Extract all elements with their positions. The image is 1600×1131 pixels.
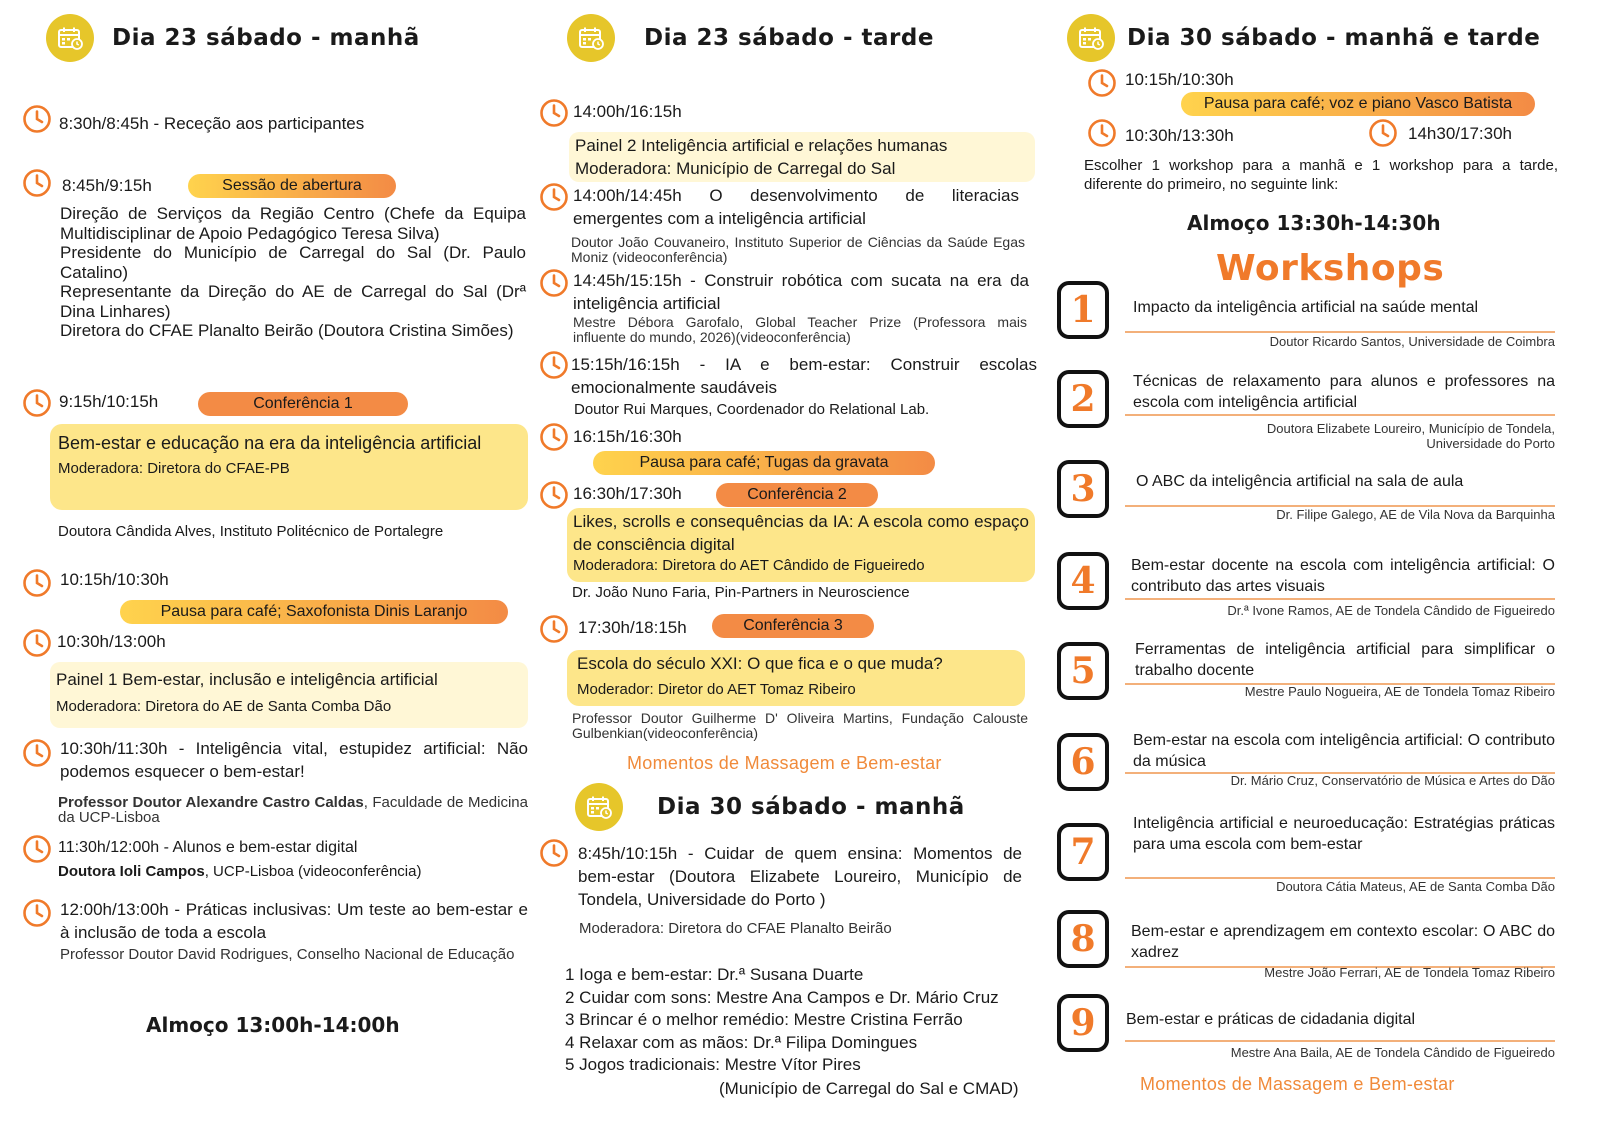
conference3-speaker: Professor Doutor Guilherme D' Oliveira Martins, Fundação Calouste Gulbenkian(videoconferência)	[572, 710, 1028, 741]
conference2-moderator: Moderadora: Diretora do AET Cândido de Figueiredo	[573, 557, 925, 574]
talk2-speaker: Mestre Débora Garofalo, Global Teacher Prize (Professora mais influente do mundo, 2026)(videoconferência)	[573, 314, 1027, 345]
clock-icon	[22, 898, 52, 928]
workshop-number: 7	[1057, 823, 1109, 881]
talk2-speaker	[58, 860, 421, 883]
column-day23-afternoon	[545, 0, 1065, 1131]
clock-icon	[1087, 68, 1117, 98]
conference2-title: Likes, scrolls e consequências da IA: A escola como espaço de consciência digital	[573, 512, 1029, 554]
workshop-author: Doutora Cátia Mateus, AE de Santa Comba Dão	[1276, 879, 1555, 894]
opening-badge: Sessão de abertura	[188, 174, 396, 198]
workshop-title: Bem-estar docente na escola com inteligência artificial: O contributo das artes visuais	[1131, 557, 1555, 595]
conference1-time: 9:15h/10:15h	[59, 392, 159, 411]
workshop-number: 3	[1057, 460, 1109, 518]
activity-item: 2 Cuidar com sons: Mestre Ana Campos e Dr. Mário Cruz	[565, 987, 999, 1007]
clock-icon	[539, 422, 569, 452]
conference1-speaker: Doutora Cândida Alves, Instituto Politécnico de Portalegre	[58, 523, 444, 540]
clock-icon	[22, 388, 52, 418]
workshop-title: O ABC da inteligência artificial na sala de aula	[1136, 473, 1464, 490]
talk3: 12:00h/13:00h - Práticas inclusivas: Um teste ao bem-estar e à inclusão de toda a escola	[60, 900, 528, 942]
activity-item: 4 Relaxar com as mãos: Dr.ª Filipa Domingues	[565, 1032, 918, 1052]
talk1: 10:30h/11:30h - Inteligência vital, estupidez artificial: Não podemos esquecer o bem-estar!	[60, 739, 528, 781]
day-header	[1067, 14, 1540, 62]
column-day23-morning	[18, 0, 543, 1131]
clock-icon	[22, 628, 52, 658]
workshop-divider	[1125, 598, 1555, 600]
workshop-title: Impacto da inteligência artificial na saúde mental	[1133, 299, 1479, 316]
conference2-badge: Conferência 2	[716, 483, 878, 507]
talk3-speaker: Doutor Rui Marques, Coordenador do Relational Lab.	[574, 401, 930, 418]
panel2-title: Painel 2 Inteligência artificial e relações humanas	[575, 136, 948, 155]
conference3-box	[567, 650, 1025, 706]
speaker-line: Diretora do CFAE Planalto Beirão (Doutora Cristina Simões)	[60, 321, 514, 340]
activity-item: 5 Jogos tradicionais: Mestre Vítor Pires	[565, 1055, 861, 1074]
day-header	[575, 783, 965, 831]
workshop-divider	[1125, 331, 1555, 333]
clock-icon	[539, 614, 569, 644]
day-title: Dia 23 sábado - manhã	[112, 25, 420, 51]
day-header	[567, 14, 934, 62]
panel1-moderator: Moderadora: Diretora do AE de Santa Comba Dão	[56, 698, 392, 715]
talk2: 11:30h/12:00h - Alunos e bem-estar digital	[58, 839, 358, 856]
conference3-title: Escola do século XXI: O que fica e o que muda?	[577, 654, 943, 673]
workshop-author: Doutora Elizabete Loureiro, Município de Tondela, Universidade do Porto	[1266, 421, 1555, 451]
speaker-line: Presidente do Município de Carregal do Sal (Dr. Paulo Catalino)	[60, 243, 526, 282]
day-title: Dia 23 sábado - tarde	[644, 25, 934, 51]
workshop-title: Técnicas de relaxamento para alunos e professores na escola com inteligência artificial	[1133, 373, 1555, 411]
speaker-line: Representante da Direção do AE de Carregal do Sal (Drª Dina Linhares)	[60, 282, 526, 321]
workshop-number: 2	[1057, 370, 1109, 428]
calendar-icon	[46, 14, 94, 62]
panel2-moderator: Moderadora: Município de Carregal do Sal	[575, 159, 896, 178]
workshop-title: Bem-estar e práticas de cidadania digital	[1126, 1011, 1416, 1028]
speaker-name: Professor Doutor Alexandre Castro Caldas	[58, 794, 364, 811]
massage-label: Momentos de Massagem e Bem-estar	[627, 753, 942, 773]
conference1-box	[50, 424, 528, 510]
workshop-author: Mestre Paulo Nogueira, AE de Tondela Tomaz Ribeiro	[1244, 684, 1555, 699]
afternoon-time: 14h30/17:30h	[1408, 124, 1512, 143]
workshop-number: 1	[1057, 281, 1109, 339]
choose-instructions: Escolher 1 workshop para a manhã e 1 workshop para a tarde, diferente do primeiro, no seguinte link:	[1084, 157, 1558, 193]
column-day30	[1070, 0, 1595, 1131]
clock-icon	[539, 268, 569, 298]
talk3-speaker: Professor Doutor David Rodrigues, Conselho Nacional de Educação	[60, 946, 515, 963]
workshop-author: Dr. Filipe Galego, AE de Vila Nova da Barquinha	[1276, 507, 1555, 522]
talk2: 14:45h/15:15h - Construir robótica com sucata na era da inteligência artificial	[573, 271, 1029, 313]
talk1: 14:00h/14:45h O desenvolvimento de literacias emergentes com a inteligência artificial	[573, 186, 1019, 228]
day2-moderator: Moderadora: Diretora do CFAE Planalto Beirão	[579, 920, 892, 937]
panel2-box	[569, 132, 1035, 182]
workshop-title: Bem-estar na escola com inteligência artificial: O contributo da música	[1133, 732, 1555, 770]
break-badge: Pausa para café; voz e piano Vasco Batista	[1181, 92, 1535, 116]
lunch-label: Almoço 13:00h-14:00h	[146, 1013, 400, 1037]
day2-talk: 8:45h/10:15h - Cuidar de quem ensina: Momentos de bem-estar (Doutora Elizabete Loureiro, Município de Tondela, Universidade do Porto )	[578, 844, 1022, 909]
panel1-title: Painel 1 Bem-estar, inclusão e inteligência artificial	[56, 670, 438, 689]
workshop-title: Bem-estar e aprendizagem em contexto escolar: O ABC do xadrez	[1131, 923, 1555, 961]
conference2-box	[567, 508, 1035, 582]
workshop-title: Ferramentas de inteligência artificial para simplificar o trabalho docente	[1135, 641, 1555, 679]
panel2-time: 14:00h/16:15h	[573, 102, 682, 121]
activity-item: 3 Brincar é o melhor remédio: Mestre Cristina Ferrão	[565, 1010, 963, 1029]
talk1-speaker	[58, 795, 528, 825]
workshop-author: Doutor Ricardo Santos, Universidade de Coimbra	[1269, 334, 1555, 349]
clock-icon	[22, 738, 52, 768]
day-header	[46, 14, 420, 62]
activity-item: 1 Ioga e bem-estar: Dr.ª Susana Duarte	[565, 965, 864, 984]
panel1-box	[50, 662, 528, 728]
massage-label: Momentos de Massagem e Bem-estar	[1140, 1074, 1455, 1094]
conference1-moderator: Moderadora: Diretora do CFAE-PB	[58, 460, 290, 477]
day-title: Dia 30 sábado - manhã e tarde	[1127, 25, 1541, 51]
workshop-number: 5	[1057, 642, 1109, 700]
workshop-title: Inteligência artificial e neuroeducação: Estratégias práticas para uma escola com bem-estar	[1133, 815, 1555, 853]
calendar-icon	[1067, 14, 1115, 62]
clock-icon	[22, 834, 52, 864]
morning-time: 10:30h/13:30h	[1125, 126, 1234, 145]
clock-icon	[539, 182, 569, 212]
speaker-affiliation: , Faculdade de Medicina da UCP-Lisboa	[58, 794, 528, 826]
conference2-speaker: Dr. João Nuno Faria, Pin-Partners in Neuroscience	[572, 584, 910, 601]
workshop-number: 6	[1057, 733, 1109, 791]
talk3: 15:15h/16:15h - IA e bem-estar: Construir escolas emocionalmente saudáveis	[571, 355, 1037, 397]
reception-item: 8:30h/8:45h - Receção aos participantes	[59, 114, 365, 133]
speaker-line: Direção de Serviços da Região Centro (Chefe da Equipa Multidisciplinar de Apoio Pedagógico Teresa Silva)	[60, 204, 526, 243]
workshop-author: Dr.ª Ivone Ramos, AE de Tondela Cândido de Figueiredo	[1227, 603, 1555, 618]
workshop-number: 4	[1057, 552, 1109, 610]
conference3-time: 17:30h/18:15h	[578, 618, 687, 637]
workshop-divider	[1125, 414, 1555, 416]
calendar-icon	[575, 783, 623, 831]
conference1-title: Bem-estar e educação na era da inteligência artificial	[58, 433, 482, 453]
break-badge: Pausa para café; Tugas da gravata	[593, 451, 935, 475]
workshop-author: Dr. Mário Cruz, Conservatório de Música e Artes do Dão	[1230, 773, 1555, 788]
clock-icon	[22, 568, 52, 598]
clock-icon	[1368, 118, 1398, 148]
conference1-badge: Conferência 1	[198, 392, 408, 416]
speaker-affiliation: , UCP-Lisboa (videoconferência)	[204, 863, 422, 880]
workshop-divider	[1125, 1040, 1555, 1042]
speaker-name: Doutora Ioli Campos	[58, 863, 205, 880]
opening-speakers	[60, 204, 526, 341]
break-time: 10:15h/10:30h	[1125, 70, 1234, 89]
lunch-label: Almoço 13:30h-14:30h	[1187, 211, 1441, 235]
clock-icon	[22, 168, 52, 198]
opening-time: 8:45h/9:15h	[62, 176, 152, 195]
break-time: 10:15h/10:30h	[60, 570, 169, 589]
workshops-title: Workshops	[1216, 248, 1445, 289]
workshop-author: Mestre Ana Baila, AE de Tondela Cândido de Figueiredo	[1230, 1045, 1555, 1060]
clock-icon	[539, 480, 569, 510]
conference3-badge: Conferência 3	[712, 614, 874, 638]
clock-icon	[22, 104, 52, 134]
panel1-time: 10:30h/13:00h	[57, 632, 166, 651]
workshop-number: 9	[1057, 994, 1109, 1052]
clock-icon	[539, 98, 569, 128]
clock-icon	[1087, 118, 1117, 148]
break-time: 16:15h/16:30h	[573, 427, 682, 446]
workshop-author: Mestre João Ferrari, AE de Tondela Tomaz Ribeiro	[1264, 965, 1555, 980]
workshop-number: 8	[1057, 910, 1109, 968]
clock-icon	[539, 350, 569, 380]
day-title: Dia 30 sábado - manhã	[657, 794, 965, 820]
activities-list	[565, 964, 1055, 1077]
conference3-moderator: Moderador: Diretor do AET Tomaz Ribeiro	[577, 681, 856, 698]
activities-organizer: (Município de Carregal do Sal e CMAD)	[719, 1079, 1019, 1098]
break-badge: Pausa para café; Saxofonista Dinis Laranjo	[120, 600, 508, 624]
clock-icon	[539, 838, 569, 868]
conference2-time: 16:30h/17:30h	[573, 484, 682, 503]
talk1-speaker: Doutor João Couvaneiro, Instituto Superior de Ciências da Saúde Egas Moniz (videoconferência)	[571, 234, 1025, 265]
calendar-icon	[567, 14, 615, 62]
